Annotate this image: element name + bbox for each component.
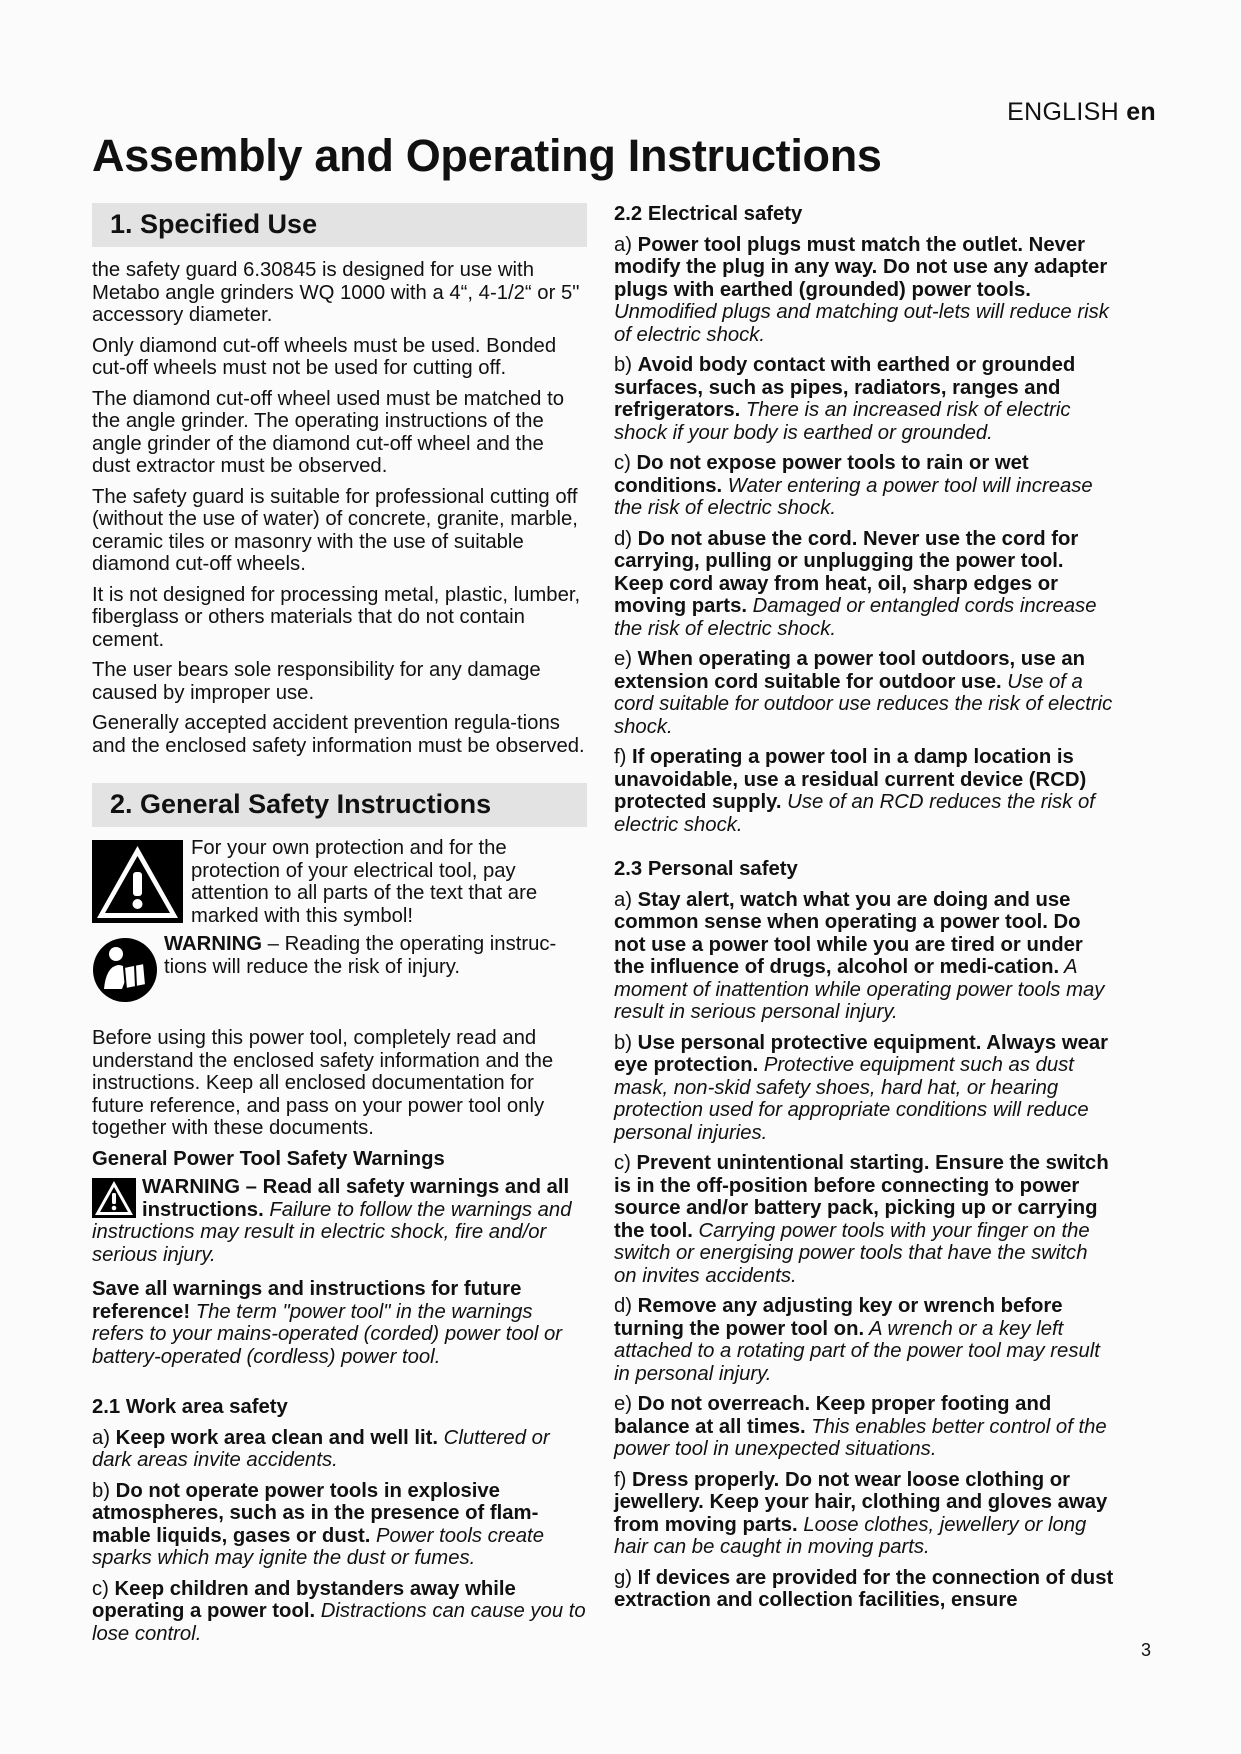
list-item: f) If operating a power tool in a damp location is unavoidable, use a residual current device (RCD) protected supply. Use of an RCD reduces the risk of electric shock. — [614, 746, 1095, 836]
list-item: a) Stay alert, watch what you are doing and use common sense when operating a power tool. Do not use a power tool while you are tired or under the influence of drugs, alcohol or medi-cation. A moment of inattention while operating power tools may result in serious personal injury. — [614, 888, 1105, 1023]
list-item: a) Power tool plugs must match the outlet. Never modify the plug in any way. Do not use any adapter plugs with earthed (grounded) power tools. Unmodified plugs and matching out-lets will reduce risk of electric shock. — [614, 233, 1109, 346]
paragraph: It is not designed for processing metal, plastic, lumber, fiberglass or others materials that do not contain cement. — [92, 583, 581, 651]
warning-triangle-icon — [92, 840, 183, 923]
list-item: b) Do not operate power tools in explosive atmospheres, such as in the presence of flam-mable liquids, gases or dust. Power tools create sparks which may ignite the dust or fumes. — [92, 1479, 544, 1569]
section-heading-general-safety: 2. General Safety Instructions — [92, 783, 587, 827]
language-code: en — [1126, 98, 1156, 126]
list-item: e) When operating a power tool outdoors, use an extension cord suitable for outdoor use. Use of a cord suitable for outdoor use reduces the risk of electric shock. — [614, 648, 1113, 738]
subheading-personal-safety: 2.3 Personal safety — [614, 858, 798, 880]
language-name: ENGLISH — [1007, 98, 1119, 126]
paragraph: The user bears sole responsibility for any damage caused by improper use. — [92, 659, 541, 704]
list-item: e) Do not overreach. Keep proper footing and balance at all times. This enables better control of the power tool in unexpected situations. — [614, 1393, 1107, 1460]
left-column — [92, 203, 587, 1645]
save-warnings-paragraph: Save all warnings and instructions for future reference! The term "power tool" in the warnings refers to your mains-operated (corded) power tool or battery-operated (cordless) power tool. — [92, 1278, 563, 1368]
paragraph: Generally accepted accident prevention regula-tions and the enclosed safety information must be observed. — [92, 712, 585, 757]
paragraph: the safety guard 6.30845 is designed for use with Metabo angle grinders WQ 1000 with a 4“, 4-1/2“ or 5" accessory diameter. — [92, 259, 580, 326]
list-item: b) Use personal protective equipment. Always wear eye protection. Protective equipment such as dust mask, non-skid safety shoes, hard hat, or hearing protection used for appropriate conditions will reduce personal injuries. — [614, 1031, 1109, 1144]
symbol-notice — [92, 837, 587, 927]
paragraph: The safety guard is suitable for professional cutting off (without the use of water) of concrete, granite, marble, ceramic tiles or masonry with the use of suitable diamond cut-off wheels. — [92, 485, 578, 575]
right-column — [614, 203, 1114, 1612]
paragraph: Only diamond cut-off wheels must be used. Bonded cut-off wheels must not be used for cutting off. — [92, 334, 557, 379]
subheading-work-area-safety: 2.1 Work area safety — [92, 1396, 288, 1418]
section-heading-specified-use: 1. Specified Use — [92, 203, 587, 247]
list-item: d) Do not abuse the cord. Never use the cord for carrying, pulling or unplugging the power tool. Keep cord away from heat, oil, sharp edges or moving parts. Damaged or entangled cords increase the risk of electric shock. — [614, 527, 1097, 640]
paragraph: Before using this power tool, completely read and understand the enclosed safety information and the instructions. Keep all enclosed documentation for future reference, and pass on your power tool only together with these documents. — [92, 1027, 554, 1139]
list-item: c) Prevent unintentional starting. Ensure the switch is in the off-position before connecting to power source and/or battery pack, picking up or carrying the tool. Carrying power tools with your finger on the switch or energising power tools that have the switch on invites accidents. — [614, 1152, 1109, 1287]
read-manual-text: WARNING – Reading the operating instruc-tions will reduce the risk of injury. — [164, 933, 557, 978]
paragraph: The diamond cut-off wheel used must be matched to the angle grinder. The operating instructions of the angle grinder of the diamond cut-off wheel and the dust extractor must be observed. — [92, 387, 564, 477]
list-item: c) Do not expose power tools to rain or wet conditions. Water entering a power tool will increase the risk of electric shock. — [614, 452, 1093, 519]
list-item: g) If devices are provided for the connection of dust extraction and collection facilities, ensure — [614, 1566, 1114, 1611]
list-item: b) Avoid body contact with earthed or grounded surfaces, such as pipes, radiators, ranges and refrigerators. There is an increased risk of electric shock if your body is earthed or grounded. — [614, 354, 1076, 444]
warning-triangle-icon — [92, 1178, 136, 1218]
subheading-electrical-safety: 2.2 Electrical safety — [614, 203, 803, 225]
list-item: d) Remove any adjusting key or wrench before turning the power tool on. A wrench or a key left attached to a rotating part of the power tool may result in personal injury. — [614, 1295, 1100, 1385]
language-label — [1007, 98, 1156, 127]
list-item: c) Keep children and bystanders away while operating a power tool. Distractions can cause you to lose control. — [92, 1577, 586, 1645]
read-manual-icon — [92, 937, 158, 1003]
subheading-general-warnings: General Power Tool Safety Warnings — [92, 1147, 445, 1170]
read-manual-notice — [92, 933, 587, 1003]
list-item: f) Dress properly. Do not wear loose clothing or jewellery. Keep your hair, clothing and gloves away from moving parts. Loose clothes, jewellery or long hair can be caught in moving parts. — [614, 1468, 1108, 1558]
page-title: Assembly and Operating Instructions — [92, 130, 882, 181]
page-number: 3 — [1140, 1640, 1151, 1660]
symbol-notice-text: For your own protection and for the protection of your electrical tool, pay attention to all parts of the text that are marked with this symbol! — [191, 837, 538, 927]
list-item: a) Keep work area clean and well lit. Cluttered or dark areas invite accidents. — [92, 1426, 550, 1471]
general-warning-paragraph: WARNING – Read all safety warnings and all instructions. Failure to follow the warnings and instructions may result in electric shock, fire and/or serious injury. — [92, 1176, 572, 1266]
